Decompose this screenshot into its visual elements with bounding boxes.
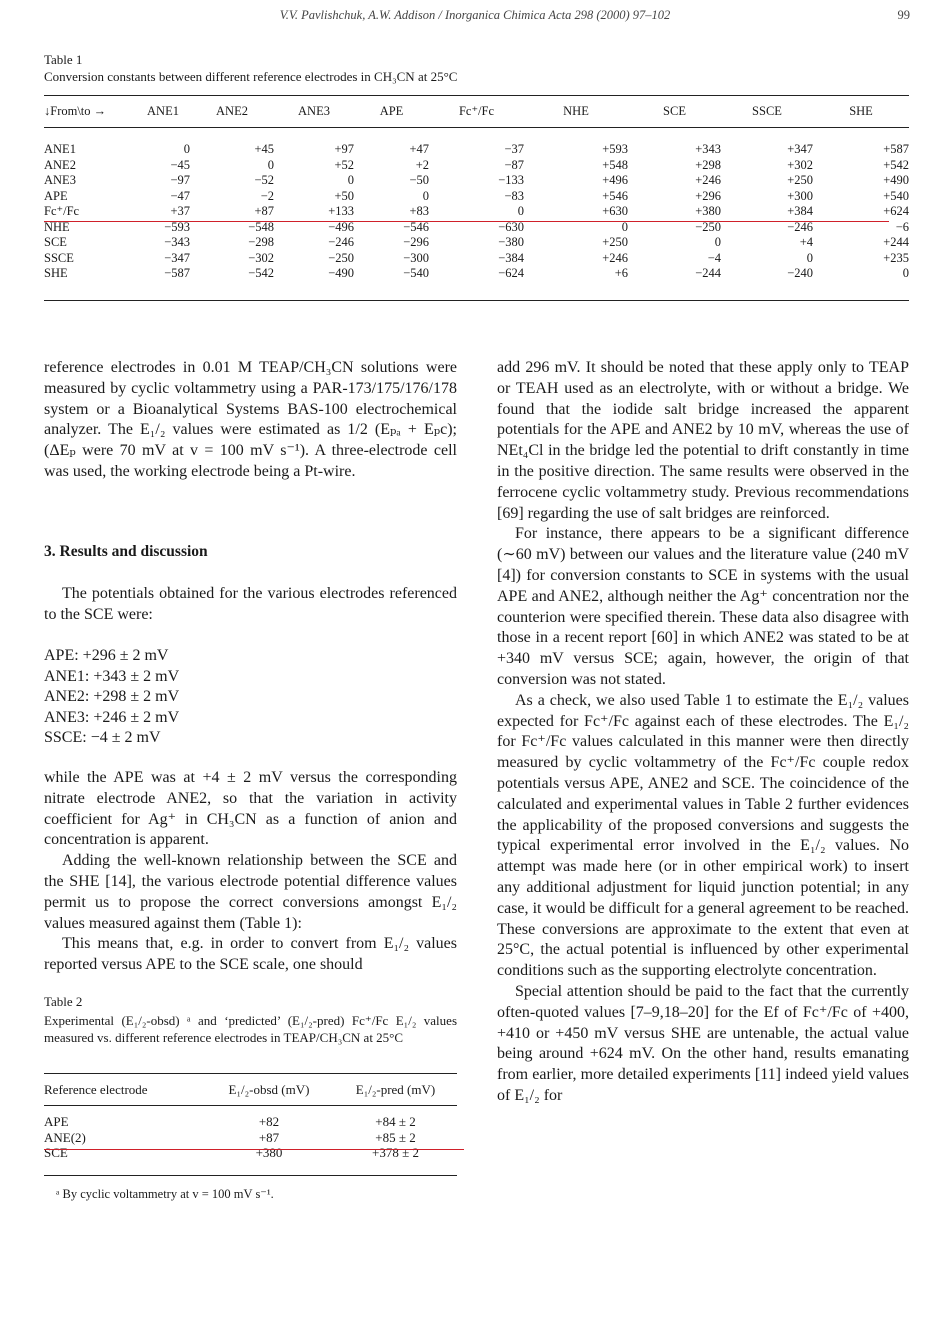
right-paragraph-2: For instance, there appears to be a significant difference (∼60 mV) between our values and the literature value (240 mV [4]) for conversion constants to SCE in systems with the usual APE and ANE2, although neither the Ag⁺ concentration nor the counterion were specified therein. These data also disagree with those in a recent report [60] in which ANE2 was stated to be at +340 mV versus SCE; again, however, the origin of that conversion was not stated. xyxy=(497,525,909,688)
table2-cell: +378 ± 2 xyxy=(372,1145,419,1161)
table1-row xyxy=(44,142,909,158)
table1-row-label: Fc⁺/Fc xyxy=(44,204,80,219)
table2-cell: +380 xyxy=(255,1145,283,1161)
right-paragraph-1: add 296 mV. It should be noted that these apply only to TEAP or TEAH used as an electrolyte, with or without a bridge. We found that the iodide salt bridge increased the apparent potentials for the APE and ANE2 by 10 mV, whereas the use of NEt₄Cl in the bridge led the potential to drift constantly in time in the positive direction. The same results were observed in the ferrocene cyclic voltammetry study. Previous recommendations [69] regarding the use of salt bridges are reinforced. xyxy=(497,359,909,522)
table1-cell: 0 xyxy=(347,173,354,188)
right-column xyxy=(497,358,909,1107)
table1-cell: −298 xyxy=(248,235,274,250)
table1-cell: −542 xyxy=(248,266,274,281)
table2-caption: Experimental (E₁/₂-obsd) ᵃ and ‘predicted’ (E₁/₂-pred) Fc⁺/Fc E₁/₂ values measured vs. different reference electrodes in TEAP/CH₃CN at 25°C xyxy=(44,1013,457,1045)
table1-cell: −97 xyxy=(170,173,190,188)
table1-row xyxy=(44,158,909,174)
table1-cell: −4 xyxy=(707,250,721,265)
table1-cell: +490 xyxy=(883,173,909,188)
table1-col-header: ANE2 xyxy=(216,103,248,118)
table1-cell: +50 xyxy=(334,188,354,203)
table1-row-label: ANE3 xyxy=(44,173,76,188)
table1-cell: −246 xyxy=(787,219,813,234)
table1-cell: +546 xyxy=(602,188,628,203)
table1-col-header: ANE1 xyxy=(147,103,179,118)
table1-cell: 0 xyxy=(902,266,909,281)
left-column xyxy=(44,358,457,483)
table1-cell: +384 xyxy=(787,204,813,219)
potential-list xyxy=(44,646,457,749)
table1-cell: +37 xyxy=(170,204,190,219)
table1-cell: −380 xyxy=(498,235,524,250)
table2-row-label: ANE(2) xyxy=(44,1129,86,1145)
left-paragraph-1: reference electrodes in 0.01 M TEAP/CH₃CN solutions were measured by cyclic voltammetry using a PAR-173/175/176/178 system or a Bioanalytical Systems BAS-100 electrochemical analyzer. The E₁/₂ values were estimated as 1/2 (Eₚₐ + Eₚc); (ΔEₚ were 70 mV at v = 100 mV s⁻¹). A three-electrode cell was used, the working electrode being a Pt-wire. xyxy=(44,359,457,480)
table2-cell: +84 ± 2 xyxy=(375,1114,416,1130)
page-number: 99 xyxy=(897,8,910,22)
table1-cell: −83 xyxy=(504,188,524,203)
table1-cell: +52 xyxy=(334,157,354,172)
right-paragraph-4: Special attention should be paid to the fact that the currently often-quoted values [7–9,18–20] for the Ef of Fc⁺/Fc of +400, +410 or +450 mV versus SHE are untenable, the actual value being around +624 mV. On the other hand, results emanating from earlier, more detailed experiments [11] indeed yield values of E₁/₂ for xyxy=(497,982,909,1104)
table1-col-header: ↓From\to → xyxy=(44,103,107,118)
table1-row-label: SSCE xyxy=(44,250,74,265)
table2-bottom-rule xyxy=(44,1175,457,1176)
table1-col-header: APE xyxy=(379,103,404,118)
table1-cell: 0 xyxy=(806,250,813,265)
table1-cell: −244 xyxy=(695,266,721,281)
table1-col-header: Fc⁺/Fc xyxy=(458,104,495,118)
table1-cell: −302 xyxy=(248,250,274,265)
table1-caption: Conversion constants between different reference electrodes in CH₃CN at 25°C xyxy=(44,69,458,84)
table1-cell: +250 xyxy=(787,173,813,188)
list-item: APE: +296 ± 2 mV xyxy=(44,647,169,664)
table2-footnote: ᵃ By cyclic voltammetry at v = 100 mV s⁻¹. xyxy=(56,1187,274,1201)
table1-cell: −250 xyxy=(695,219,721,234)
table1-cell: +298 xyxy=(695,157,721,172)
table1-cell: −250 xyxy=(328,250,354,265)
table2-row-label: APE xyxy=(44,1114,69,1130)
table1-cell: −347 xyxy=(164,250,190,265)
table1-cell: −240 xyxy=(787,266,813,281)
table1-cell: −52 xyxy=(254,173,274,188)
table1-cell: −300 xyxy=(403,250,429,265)
table1-cell: +45 xyxy=(254,142,274,157)
table1-cell: −133 xyxy=(498,173,524,188)
table1-cell: +302 xyxy=(787,157,813,172)
table1-cell: 0 xyxy=(267,157,274,172)
table2-row xyxy=(44,1145,457,1161)
table1-cell: +133 xyxy=(328,204,354,219)
table1-cell: +542 xyxy=(883,157,909,172)
table1-row-label: SHE xyxy=(44,266,68,281)
table1-cell: 0 xyxy=(183,142,190,157)
table2-col-header: E₁/₂-obsd (mV) xyxy=(228,1082,310,1097)
table2-row-label: SCE xyxy=(44,1145,68,1161)
table2-col-header: E₁/₂-pred (mV) xyxy=(355,1082,436,1097)
table1-cell: −384 xyxy=(498,250,524,265)
table2-cell: +85 ± 2 xyxy=(375,1129,416,1145)
table1-cell: −546 xyxy=(403,219,429,234)
table1-cell: +540 xyxy=(883,188,909,203)
table1-cell: +587 xyxy=(883,142,909,157)
table1-cell: −540 xyxy=(403,266,429,281)
table1-cell: +4 xyxy=(799,235,813,250)
list-item: SSCE: −4 ± 2 mV xyxy=(44,729,161,746)
table1-cell: +343 xyxy=(695,142,721,157)
table1-row xyxy=(44,266,909,282)
table1-row xyxy=(44,235,909,251)
table1-cell: +235 xyxy=(883,250,909,265)
list-item: ANE3: +246 ± 2 mV xyxy=(44,708,180,726)
table1-cell: +624 xyxy=(883,204,909,219)
table1-cell: +630 xyxy=(602,204,628,219)
table1-cell: 0 xyxy=(621,219,628,234)
table1-cell: −496 xyxy=(328,219,354,234)
table2-cell: +87 xyxy=(258,1129,280,1145)
table1-label: Table 1 xyxy=(44,52,83,67)
table1-cell: +246 xyxy=(695,173,721,188)
table1-cell: +496 xyxy=(602,173,628,188)
table1-cell: −587 xyxy=(164,266,190,281)
right-paragraph-3: As a check, we also used Table 1 to estimate the E₁/₂ values expected for Fc⁺/Fc against each of these electrodes. The E₁/₂ for Fc⁺/Fc values calculated in this manner were then directly measured by cyclic voltammetry of the Fc⁺/Fc couple redox potentials versus APE, ANE2 and SCE. The coincidence of the calculated and experimental values in Table 2 further evidences the applicability of the proposed conversions and suggests the typical experimental error involved in the E₁/₂ values. No attempt was made here (or in other empirical work) to insert any additional adjustment for liquid junction potential; in any case, it would be difficult for a general agreement to be reached. These conversions are approximate to the extent that even at 25°C, the actual potential is influenced by other experimental conditions such as the supporting electrolyte concentration. xyxy=(497,691,909,980)
table1-cell: +6 xyxy=(614,266,628,281)
left-paragraph-2-wrap xyxy=(44,584,457,626)
table1-cell: −2 xyxy=(260,188,274,203)
table2-header-rule xyxy=(44,1105,457,1106)
table1-cell: +250 xyxy=(602,235,628,250)
table1-cell: +380 xyxy=(695,204,721,219)
table1-row xyxy=(44,251,909,267)
table1-cell: −50 xyxy=(409,173,429,188)
list-item: ANE1: +343 ± 2 mV xyxy=(44,667,180,685)
table1-cell: +300 xyxy=(787,188,813,203)
table1-cell: −47 xyxy=(170,188,190,203)
table1-row xyxy=(44,173,909,189)
table1-cell: +87 xyxy=(254,204,274,219)
table1-header-row xyxy=(44,102,909,120)
table1-row xyxy=(44,204,909,220)
table2-header-row xyxy=(44,1080,457,1100)
table2-row xyxy=(44,1130,457,1146)
table1-cell: −593 xyxy=(164,219,190,234)
table1-col-header: NHE xyxy=(563,103,589,118)
table2-row xyxy=(44,1114,457,1130)
table1-cell: +83 xyxy=(409,204,429,219)
table1-cell: −45 xyxy=(170,157,190,172)
table1-row-label: ANE2 xyxy=(44,157,76,172)
table1-col-header: SSCE xyxy=(752,103,782,118)
table1-row-label: SCE xyxy=(44,235,67,250)
table2-cell: +82 xyxy=(258,1114,280,1130)
table1-cell: +97 xyxy=(334,142,354,157)
table1-cell: +47 xyxy=(409,142,429,157)
table1-col-header: SCE xyxy=(663,103,686,118)
table1-header-rule xyxy=(44,127,909,128)
table1-row-label: NHE xyxy=(44,219,70,234)
table1-row-label: APE xyxy=(44,188,68,203)
table2-top-rule xyxy=(44,1073,457,1074)
table1-cell: +347 xyxy=(787,142,813,157)
left-paragraph-4: Adding the well-known relationship between the SCE and the SHE [14], the various electrode potential difference values permit us to propose the correct conversions amongst E₁/₂ values measured against them (Table 1): xyxy=(44,852,457,932)
left-paragraph-2: The potentials obtained for the various electrodes referenced to the SCE were: xyxy=(44,585,457,623)
table1-cell: +296 xyxy=(695,188,721,203)
table1-cell: −246 xyxy=(328,235,354,250)
table1-cell: −87 xyxy=(504,157,524,172)
table1-cell: −548 xyxy=(248,219,274,234)
table1-col-header: SHE xyxy=(849,103,873,118)
table1-cell: −630 xyxy=(498,219,524,234)
table1-cell: +2 xyxy=(415,157,429,172)
list-item: ANE2: +298 ± 2 mV xyxy=(44,688,180,705)
table1-bottom-rule xyxy=(44,300,909,301)
table2-label: Table 2 xyxy=(44,994,83,1009)
table2-highlight-line xyxy=(44,1149,464,1150)
table1-cell: 0 xyxy=(422,188,429,203)
table1-cell: −343 xyxy=(164,235,190,250)
table1-cell: −296 xyxy=(403,235,429,250)
left-paragraph-5: This means that, e.g. in order to convert from E₁/₂ values reported versus APE to the SCE scale, one should xyxy=(44,935,457,974)
table1-cell: +246 xyxy=(602,250,628,265)
section-heading: 3. Results and discussion xyxy=(44,543,208,560)
table1-row-label: ANE1 xyxy=(44,142,76,157)
left-paragraph-3: while the APE was at +4 ± 2 mV versus the corresponding nitrate electrode ANE2, so that the variation in activity coefficient for Ag⁺ in CH₃CN as a function of anion and concentration is apparent. xyxy=(44,769,457,849)
table1-cell: −37 xyxy=(504,142,524,157)
table1-cell: −624 xyxy=(498,266,524,281)
table1-highlight-line xyxy=(44,221,889,222)
table2-col-header: Reference electrode xyxy=(44,1082,148,1097)
table1 xyxy=(44,102,909,282)
table1-cell: −6 xyxy=(895,219,909,234)
table1-cell: −490 xyxy=(328,266,354,281)
table1-row xyxy=(44,189,909,205)
table1-cell: +244 xyxy=(883,235,909,250)
table1-cell: +593 xyxy=(602,142,628,157)
left-paragraphs-3-5 xyxy=(44,768,457,976)
table1-cell: +548 xyxy=(602,157,628,172)
table1-cell: 0 xyxy=(517,204,524,219)
running-head: V.V. Pavlishchuk, A.W. Addison / Inorganica Chimica Acta 298 (2000) 97–102 xyxy=(279,8,671,22)
table1-col-header: ANE3 xyxy=(298,103,330,118)
table1-top-rule xyxy=(44,95,909,96)
table1-cell: 0 xyxy=(714,235,721,250)
